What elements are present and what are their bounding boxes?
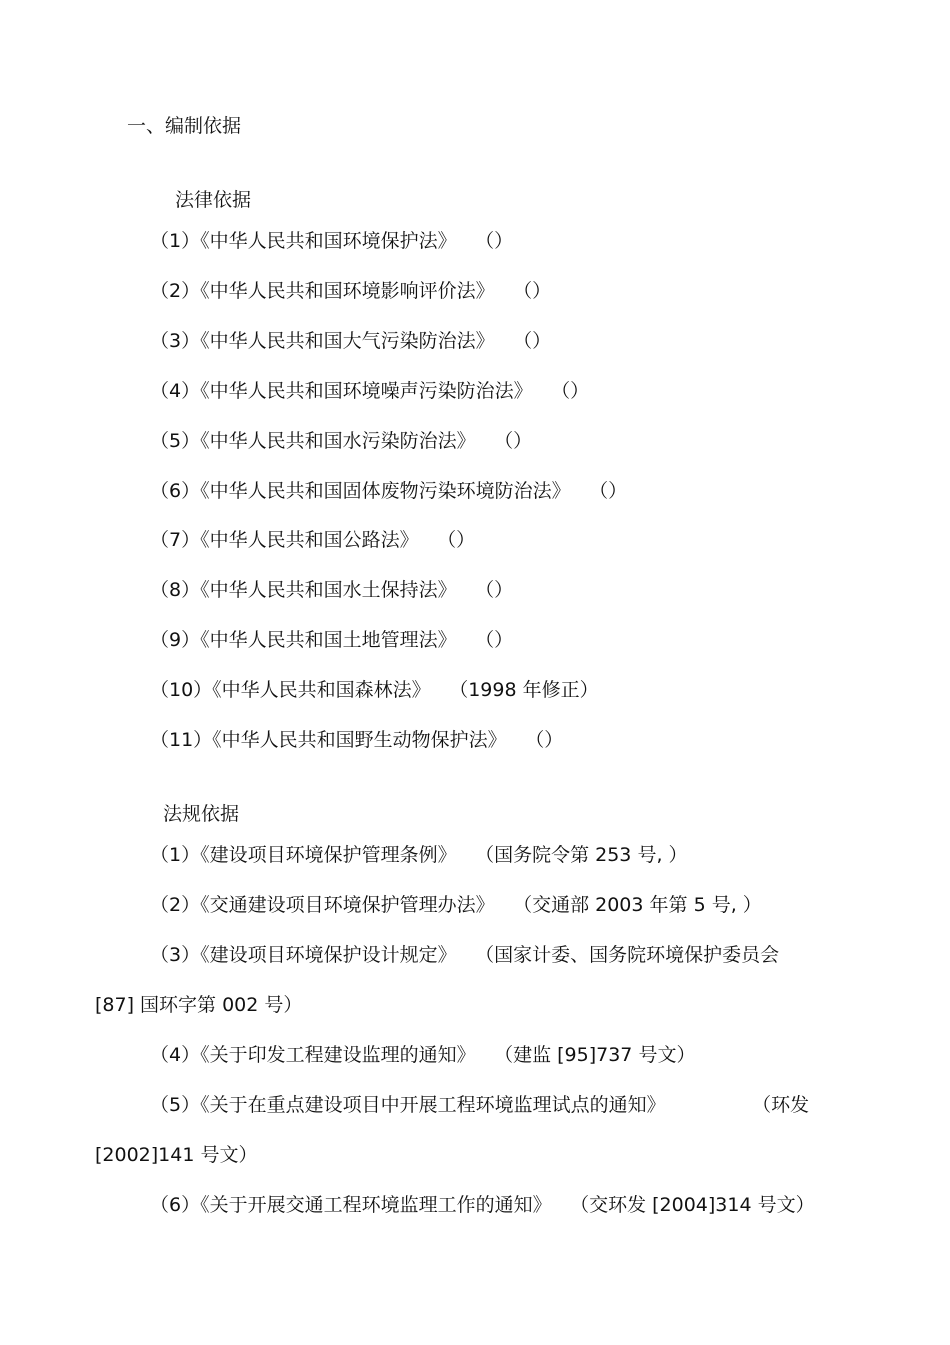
regulation-item-note: （国家计委、国务院环境保护委员会 [484,944,780,966]
regulation-item-continuation: [2002]141 号文） [95,1144,258,1166]
regulation-item [150,1043,695,1067]
law-item [150,379,589,403]
law-item-text: （8）《中华人民共和国水土保持法》 [150,579,457,601]
regulation-item [150,943,779,967]
law-item-note: （） [560,380,590,402]
law-item-note: （） [484,230,514,252]
law-item-text: （7）《中华人民共和国公路法》 [150,529,419,551]
section-title: 一、编制依据 [127,115,242,137]
regulation-item-text: （6）《关于开展交通工程环境监理工作的通知》 [150,1194,552,1216]
regulation-item-text: （1）《建设项目环境保护管理条例》 [150,844,457,866]
law-item [150,528,475,552]
regulation-item-text: （2）《交通建设项目环境保护管理办法》 [150,894,495,916]
law-item [150,429,532,453]
regulation-item [150,1193,815,1217]
law-item-note: （） [484,579,514,601]
regulation-item-text: （4）《关于印发工程建设监理的通知》 [150,1044,476,1066]
regulation-item-text: （3）《建设项目环境保护设计规定》 [150,944,457,966]
law-item-text: （11）《中华人民共和国野生动物保护法》 [150,729,507,751]
regulation-item [150,1093,809,1117]
regulation-item-continuation: [87] 国环字第 002 号） [95,994,303,1016]
law-item-text: （10）《中华人民共和国森林法》 [150,679,431,701]
law-item [150,229,513,253]
law-item [150,728,563,752]
law-item-note: （） [446,529,476,551]
law-item-note: （1998 年修正） [458,679,599,701]
law-item [150,578,513,602]
regulation-basis-title: 法规依据 [163,803,240,825]
regulation-item-note: （环发 [761,1094,810,1116]
law-item-text: （2）《中华人民共和国环境影响评价法》 [150,280,495,302]
regulation-item-note: （交环发 [2004]314 号文） [579,1194,815,1216]
law-item-text: （1）《中华人民共和国环境保护法》 [150,230,457,252]
law-item [150,479,627,503]
law-item-text: （5）《中华人民共和国水污染防治法》 [150,430,476,452]
regulation-item [150,893,762,917]
law-basis-title: 法律依据 [175,189,252,211]
regulation-item-note: （建监 [95]737 号文） [503,1044,696,1066]
regulation-item-note: （交通部 2003 年第 5 号, ） [522,894,762,916]
law-item-text: （6）《中华人民共和国固体废物污染环境防治法》 [150,480,571,502]
regulation-item-note: （国务院令第 253 号, ） [484,844,688,866]
law-item [150,279,551,303]
law-item-note: （） [522,330,552,352]
law-item-note: （） [522,280,552,302]
regulation-item-text: （5）《关于在重点建设项目中开展工程环境监理试点的通知》 [150,1094,666,1116]
law-item-note: （） [503,430,533,452]
law-item-text: （9）《中华人民共和国土地管理法》 [150,629,457,651]
law-item [150,678,599,702]
law-item-text: （3）《中华人民共和国大气污染防治法》 [150,330,495,352]
law-item-note: （） [534,729,564,751]
law-item-text: （4）《中华人民共和国环境噪声污染防治法》 [150,380,533,402]
law-item-note: （） [484,629,514,651]
law-item [150,329,551,353]
law-item-note: （） [598,480,628,502]
regulation-item [150,843,688,867]
law-item [150,628,513,652]
